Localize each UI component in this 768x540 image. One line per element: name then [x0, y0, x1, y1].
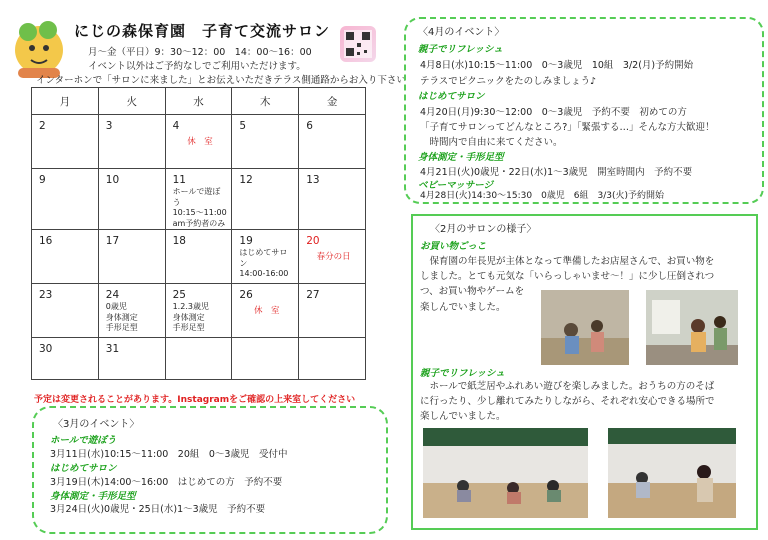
- calendar-day-cell: [98, 230, 165, 284]
- day-number: 31: [105, 343, 120, 355]
- april-event-name: はじめてサロン: [418, 91, 485, 102]
- schedule-change-warning: 予定は変更されることがあります。Instagramをご確認の上来室してください: [34, 395, 356, 405]
- day-event-text: am予約者のみ: [172, 218, 226, 228]
- march-calendar: [31, 87, 366, 380]
- calendar-day-cell: [232, 338, 299, 380]
- weekday-header: 水: [165, 88, 232, 115]
- day-number: 23: [39, 289, 53, 301]
- day-number: 10: [105, 174, 120, 186]
- february-section-name: お買い物ごっこ: [420, 241, 487, 252]
- day-number: 3: [105, 120, 113, 132]
- shopping-play-photo: [541, 290, 629, 365]
- day-number: 20: [306, 235, 320, 247]
- calendar-week-row: [32, 115, 366, 169]
- page-title: にじの森保育園 子育て交流サロン: [74, 22, 331, 40]
- march-event-name: 身体測定・手形足型: [50, 491, 136, 502]
- calendar-day-cell: [299, 169, 366, 230]
- day-event-text: 手形足型: [172, 323, 205, 332]
- day-number: 9: [39, 174, 46, 186]
- day-event-text: 0歳児: [105, 302, 127, 311]
- weekday-header: 月: [32, 88, 99, 115]
- calendar-day-cell: [165, 284, 232, 338]
- calendar-day-cell: [232, 230, 299, 284]
- calendar-day-cell: [165, 115, 232, 169]
- april-event-name: ベビーマッサージ: [418, 180, 494, 191]
- day-number: 12: [239, 174, 253, 186]
- calendar-day-cell: [32, 338, 99, 380]
- weekday-header: 木: [232, 88, 299, 115]
- day-event-text: はじめてサロン: [239, 248, 288, 268]
- april-events-title: 〈4月のイベント〉: [418, 27, 505, 38]
- holiday-label: 春分の日: [316, 252, 351, 262]
- calendar-header-row: [32, 88, 366, 115]
- day-number: 27: [306, 289, 320, 301]
- day-number: 2: [39, 120, 46, 132]
- closed-label: 休 室: [187, 137, 213, 147]
- day-event-text: 手形足型: [105, 323, 138, 332]
- calendar-day-cell: [98, 115, 165, 169]
- day-number: 6: [306, 120, 313, 132]
- february-section-text: ホールで紙芝居やふれあい遊びを楽しみました。おうちの方のそば に行ったり、少し離れてみたりしながら、それぞれ安心できる場所で 楽しんでいました。: [420, 381, 715, 423]
- calendar-day-cell: [32, 169, 99, 230]
- calendar-day-cell: [165, 230, 232, 284]
- march-events-title: 〈3月のイベント〉: [53, 419, 140, 430]
- february-section-name: 親子でリフレッシュ: [420, 368, 505, 379]
- day-number: 4: [172, 120, 180, 132]
- calendar-week-row: [32, 338, 366, 380]
- march-event-detail: 3月11日(水)10:15～11:00 20組 0～3歳児 受付中: [50, 449, 288, 460]
- day-number: 18: [172, 235, 186, 247]
- calendar-week-row: [32, 284, 366, 338]
- calendar-day-cell: [32, 230, 99, 284]
- calendar-day-cell: [299, 230, 366, 284]
- april-event-line: 4月28日(火)14:30～15:30 0歳児 6組 3/3(火)予約開始: [420, 191, 665, 201]
- day-event-text: 身体測定: [172, 312, 205, 322]
- april-event-line: 4月20日(月)9:30～12:00 0～3歳児 予約不要 初めての方: [420, 107, 687, 118]
- hall-play-photo: [423, 428, 588, 518]
- calendar-day-cell: [299, 115, 366, 169]
- day-number: 19: [239, 235, 253, 247]
- day-number: 30: [39, 343, 53, 355]
- reservation-note: イベント以外はご予約なしでご利用いただけます。: [88, 61, 306, 72]
- shopping-game-photo: [646, 290, 738, 365]
- calendar-week-row: [32, 230, 366, 284]
- day-number: 11: [172, 174, 186, 186]
- calendar-day-cell: [165, 338, 232, 380]
- march-event-detail: 3月19日(木)14:00～16:00 はじめての方 予約不要: [50, 477, 283, 488]
- day-number: 24: [105, 289, 120, 301]
- calendar-day-cell: [232, 284, 299, 338]
- day-number: 26: [239, 289, 253, 301]
- calendar-day-cell: [299, 284, 366, 338]
- weekday-header: 火: [98, 88, 165, 115]
- april-event-line: 4月21日(火)0歳児・22日(水)1～3歳児 開室時間内 予約不要: [420, 167, 693, 178]
- february-section-text: 保育園の年長児が主体となって準備したお店屋さんで、お買い物を しました。とても元気な「いらっしゃいませ～！」に少し圧倒されつ つ、お買い物やゲームを 楽しんでいました。: [420, 256, 715, 313]
- calendar-day-cell: [98, 338, 165, 380]
- opening-hours: 月～金（平日）9：30～12：00 14：00～16：00: [88, 47, 312, 58]
- day-event-text: 10:15～11:00: [172, 208, 227, 217]
- calendar-day-cell: [232, 169, 299, 230]
- march-event-name: はじめてサロン: [50, 463, 117, 474]
- april-event-line: 「子育てサロンってどんなところ?」「緊張する…」そんな方大歓迎！: [420, 122, 715, 133]
- calendar-day-cell: [32, 284, 99, 338]
- calendar-day-cell: [98, 284, 165, 338]
- day-number: 13: [306, 174, 320, 186]
- april-event-line: 時間内で自由に来てください。: [420, 137, 563, 148]
- entrance-note: インターホンで「サロンに来ました」とお伝えいただきテラス側通路からお入り下さい: [36, 75, 406, 86]
- day-number: 17: [105, 235, 120, 247]
- april-event-line: 4月8日(水)10:15～11:00 0～3歳児 10組 3/2(月)予約開始: [420, 60, 694, 71]
- day-number: 5: [239, 120, 247, 132]
- closed-label: 休 室: [254, 306, 280, 316]
- calendar-week-row: [32, 169, 366, 230]
- instagram-qr-code[interactable]: [340, 26, 376, 62]
- march-event-name: ホールで遊ぼう: [50, 435, 117, 446]
- april-event-name: 親子でリフレッシュ: [418, 44, 503, 55]
- parent-child-photo: [608, 428, 736, 518]
- april-event-line: テラスでピクニックをたのしみましょう♪: [420, 76, 597, 87]
- day-event-text: ホールで遊ぼう: [172, 187, 221, 207]
- march-event-detail: 3月24日(火)0歳児・25日(水)1～3歳児 予約不要: [50, 504, 266, 515]
- weekday-header: 金: [299, 88, 366, 115]
- day-event-text: 1.2.3歳児: [172, 302, 209, 311]
- calendar-day-cell: [165, 169, 232, 230]
- calendar-day-cell: [32, 115, 99, 169]
- day-event-text: 身体測定: [105, 312, 138, 322]
- day-number: 16: [39, 235, 53, 247]
- day-event-text: 14:00-16:00: [239, 269, 289, 278]
- february-report-title: 〈2月のサロンの様子〉: [430, 224, 537, 235]
- calendar-day-cell: [299, 338, 366, 380]
- april-event-name: 身体測定・手形足型: [418, 152, 504, 163]
- calendar-day-cell: [232, 115, 299, 169]
- calendar-day-cell: [98, 169, 165, 230]
- day-number: 25: [172, 289, 186, 301]
